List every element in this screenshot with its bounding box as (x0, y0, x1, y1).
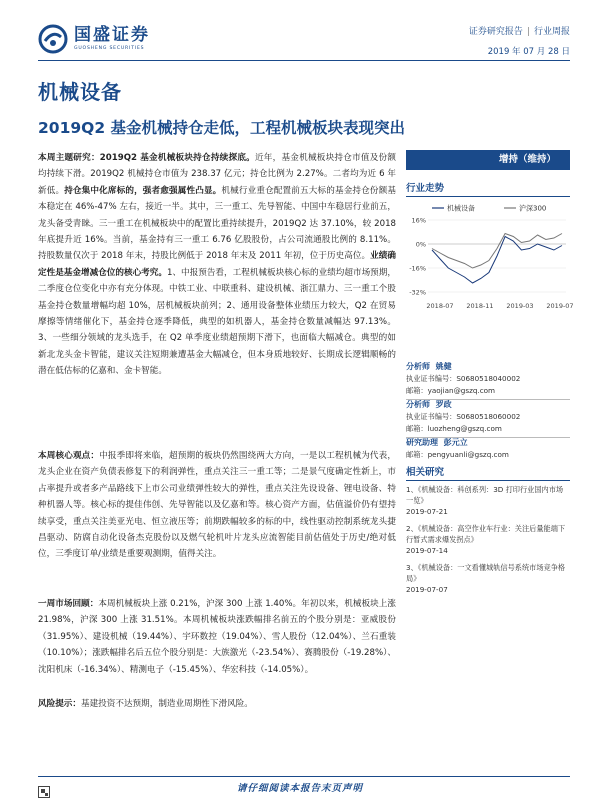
series-line-机械设备 (432, 237, 562, 284)
analyst-email-label: 邮箱： (406, 385, 428, 395)
analyst-role: 分析师 (406, 400, 430, 409)
y-tick-label: -32% (409, 288, 426, 297)
related-item-date: 2019-07-07 (406, 585, 448, 594)
risk-lead: 风险提示： (38, 699, 81, 709)
related-item-date: 2019-07-14 (406, 546, 448, 555)
y-tick-label: 16% (411, 216, 426, 225)
summary-text-1: 近年，基金机械板块持仓市值及份额均持续下滑。2019Q2 机械持仓市值为 238.37 亿元；持仓比例为 2.27%。二者均为近 6 年新低。 (38, 153, 396, 196)
summary-text-2: 机械行业重仓配置前五大标的基金持仓份额基本稳定在 46%-47% 左右，接近一半。其中，三一重工、先导智能、中国中车稳居行业前五，龙头备受青睐。三一重工在机械板块中的配置比重持续提升，2019Q2 达 37.10%，较 2018 年底提升近 16%。当前，基金持有三一重工 6.76 亿股股份，占公司流通股比例的 8.11%。持股数量仅次于 2018 年末，持股比例低于 2018 年末及 2011 年初，位于历史高位。 (38, 185, 396, 262)
viewpoint-paragraph (38, 448, 396, 563)
chart-y-ticks (409, 217, 426, 297)
related-item-date: 2019-07-21 (406, 507, 448, 516)
related-item-title[interactable]: 2、《机械设备：高空作业车行业：关注后量能端下行暂式需求爆发拐点》 (406, 524, 566, 544)
related-section-title: 相关研究 (406, 464, 570, 481)
report-headline: 2019Q2 基金机械持仓走低，工程机械板块表现突出 (38, 119, 405, 137)
analyst-card (406, 360, 570, 400)
page-header (0, 0, 600, 64)
analyst-name: 彭元立 (443, 438, 468, 447)
related-item[interactable] (406, 523, 570, 556)
legend-label: 沪深300 (519, 204, 547, 213)
market-review-paragraph (38, 596, 396, 678)
header-divider (38, 60, 570, 61)
y-tick-label: -16% (409, 264, 426, 273)
logo-icon (38, 24, 68, 54)
trend-section-title: 行业走势 (406, 180, 570, 197)
analyst-role: 分析师 (406, 362, 430, 371)
analyst-card (406, 398, 570, 438)
y-tick-label: 0% (415, 240, 426, 249)
rating-badge: 增持（维持） (406, 150, 570, 170)
industry-title: 机械设备 (38, 80, 122, 104)
footer-disclaimer: 请仔细阅读本报告末页声明 (236, 783, 363, 794)
summary-lead-title: 2019Q2 基金机械板块持仓持续探底。 (99, 153, 255, 163)
viewpoint-lead: 本周核心观点： (38, 451, 100, 461)
analyst-email[interactable]: pengyuanli@gszq.com (427, 450, 509, 459)
report-subtype-label: 行业周报 (533, 27, 570, 37)
x-tick-label: 2019-03 (506, 302, 534, 310)
logo-en-text: GUOSHENG SECURITIES (74, 46, 145, 51)
related-item[interactable] (406, 484, 570, 517)
chart-series (432, 234, 562, 284)
analyst-name: 罗政 (435, 400, 452, 409)
analyst-email[interactable]: yaojian@gszq.com (427, 385, 496, 395)
analyst-cert: S0680518060002 (456, 412, 521, 421)
report-type: 证券研究报告 | 行业周报 (468, 27, 570, 37)
footer-divider (38, 776, 570, 777)
analyst-email[interactable]: luozheng@gszq.com (427, 423, 502, 433)
chart-x-ticks (426, 302, 573, 310)
summary-lead: 本周主题研究： (38, 153, 100, 163)
legend-label: 机械设备 (447, 204, 475, 213)
x-tick-label: 2019-07 (546, 302, 574, 310)
related-research-list (406, 484, 570, 601)
risk-text: 基建投资不达预期，制造业周期性下滑风险。 (80, 699, 253, 709)
report-type-label: 证券研究报告 (468, 27, 523, 37)
summary-text-3: 1、中报预告看，工程机械板块核心标的业绩均超市场预期，二季度仓位变化中亦有充分体现。中铁工业、中联重科、建设机械、浙江鼎力、三一重工个股基金持仓数量增幅均超 10%，居机械板块前列；2、通用设备整体业绩压力较大，Q2 在贸易摩擦等情绪催化下，基金持仓逐季降低，典型的如机器人，基金持仓数量减幅达 97.13%。3、一些细分领域的龙头选手，在 Q2 单季度业绩超预期下滑下，也面临大幅减仓。典型的如新北龙头金卡智能，建议关注短期兼遭基金大幅减仓，但本身质地较好、长期成长逻辑顺畅的潜在低估标的亿嘉和、金卡智能。 (38, 267, 396, 377)
x-tick-label: 2018-07 (426, 302, 454, 310)
analyst-cert-label: 执业证书编号： (406, 412, 457, 421)
summary-emphasis-2: 业绩确定性是基金增减仓位的核心考究。 (38, 251, 396, 278)
company-logo (38, 24, 150, 54)
analyst-cert-label: 执业证书编号： (406, 374, 457, 383)
analyst-email-label: 邮箱： (406, 423, 428, 433)
related-item-title[interactable]: 1、《机械设备：科创系列：3D 打印行业国内市场一览》 (406, 485, 564, 505)
summary-emphasis-1: 持仓集中化席标的，强者愈强属性凸显。 (64, 185, 222, 196)
analyst-card (406, 436, 570, 461)
risk-paragraph (38, 696, 396, 712)
industry-trend-chart (406, 200, 574, 316)
report-date: 2019 年 07 月 28 日 (487, 47, 570, 57)
analyst-cert: S0680518040002 (456, 374, 521, 383)
analyst-role: 研究助理 (406, 438, 438, 447)
market-text: 本周机械板块上涨 0.21%，沪深 300 上涨 1.40%。年初以来，机械板块上涨 21.98%，沪深 300 上涨 31.51%。本周机械板块涨跌幅排名前五的个股分别是：亚威股份（31.95%）、建设机械（19.44%）、宇环数控（19.04%）、雪人股份（12.04%）、兰石重装（10.10%）；涨跌幅排名后五位个股分别是：大族激光（-23.54%）、赛腾股份（-19.28%）、沈阳机床（-16.34%）、精测电子（-15.45%）、华宏科技（-14.05%）。 (38, 599, 397, 675)
analyst-name: 姚健 (435, 362, 452, 371)
analyst-email-label: 邮箱： (406, 450, 428, 459)
series-line-沪深300 (432, 234, 562, 269)
market-lead: 一周市场回顾： (38, 599, 99, 609)
viewpoint-text: 中报季即将来临，超预期的板块仍然围绕两大方向，一是以工程机械为代表，龙头企业在资产负债表修复下的利润弹性，重点关注三一重工等；二是景气度确定性新上，市占率提升或者多产品路线下上市公司业绩弹性较大的弹性，重点关注先设设备、锂电设备、特种机器人等。核心标的提佳伟创、先导智能以及亿嘉和等。核心资产方面，估值溢价仍有望持续享受，重点关注美亚光电、恒立液压等；前期跌幅较多的标的中，线性驱动控制系统龙头捷昌驱动、防腐自动化设备杰克股份以及燃气轮机叶片龙头应流智能目前估值处于历史/绝对低位，三季度订单/业绩是重要观测期，值得关注。 (38, 451, 396, 560)
logo-cn-text: 国盛证券 (74, 25, 150, 45)
x-tick-label: 2018-11 (466, 302, 494, 310)
related-item-title[interactable]: 3、《机械设备：一文看懂城轨信号系统市场竞争格局》 (406, 563, 566, 583)
related-item[interactable] (406, 562, 570, 595)
summary-paragraph (38, 150, 396, 380)
chart-legend (432, 204, 546, 213)
